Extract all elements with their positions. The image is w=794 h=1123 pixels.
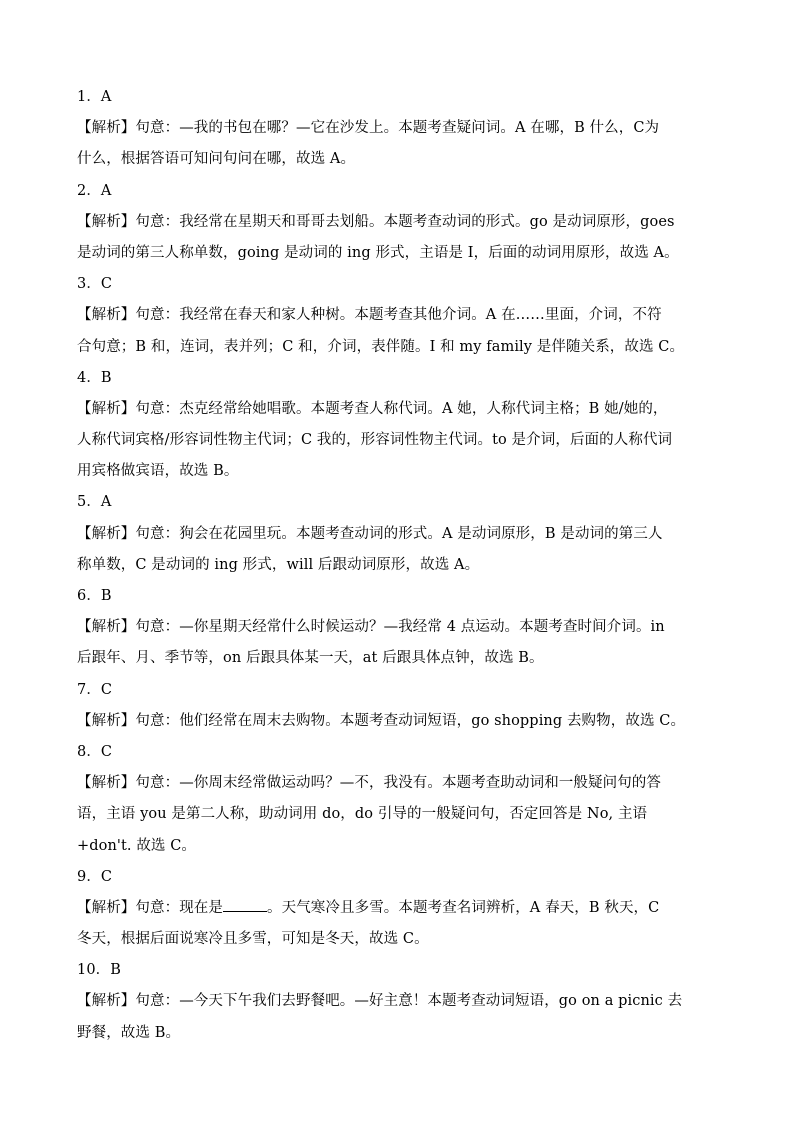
- explanation-line: 【解析】句意：我经常在星期天和哥哥去划船。本题考查动词的形式。go 是动词原形，goes: [77, 213, 675, 230]
- answer-item-4: [77, 363, 721, 488]
- answer-key: [77, 82, 721, 1049]
- explanation-line: 什么，根据答语可知问句问在哪，故选 A。: [77, 151, 356, 168]
- explanation-text: 【解析】句意：现在是: [77, 899, 223, 916]
- answer-item-6: [77, 581, 721, 675]
- answer-number: 10．B: [77, 962, 122, 979]
- explanation-line: 合句意；B 和，连词，表并列；C 和，介词，表伴随。I 和 my family 是伴随关系，故选 C。: [77, 338, 685, 355]
- explanation-line: 【解析】句意：—你星期天经常什么时候运动？—我经常 4 点运动。本题考查时间介词。in: [77, 619, 665, 636]
- fill-in-blank: [223, 897, 267, 912]
- answer-number: 2．A: [77, 182, 112, 199]
- explanation-line: 【解析】句意：杰克经常给她唱歌。本题考查人称代词。A 她，人称代词主格；B 她/她的，: [77, 400, 668, 417]
- answer-number: 4．B: [77, 369, 112, 386]
- explanation-line: 用宾格做宾语，故选 B。: [77, 463, 239, 480]
- answer-item-2: [77, 176, 721, 270]
- answer-number: 6．B: [77, 588, 112, 604]
- explanation-line: 冬天，根据后面说寒冷且多雪，可知是冬天，故选 C。: [77, 931, 429, 948]
- explanation-line: 【解析】句意：—今天下午我们去野餐吧。—好主意！本题考查动词短语，go on a picnic 去: [77, 993, 683, 1010]
- explanation-line: 【解析】句意：我经常在春天和家人种树。本题考查其他介词。A 在……里面，介词，不符: [77, 307, 662, 324]
- answer-item-5: [77, 487, 721, 581]
- explanation-line: 后跟年、月、季节等，on 后跟具体某一天，at 后跟具体点钟，故选 B。: [77, 650, 544, 667]
- explanation-line: 【解析】句意：狗会在花园里玩。本题考查动词的形式。A 是动词原形，B 是动词的第三人: [77, 525, 663, 542]
- explanation-line: 野餐，故选 B。: [77, 1024, 181, 1041]
- answer-item-10: [77, 955, 721, 1049]
- explanation-line: [77, 893, 721, 924]
- answer-number: 7．C: [77, 681, 113, 698]
- answer-number: 1．A: [77, 89, 112, 105]
- explanation-line: 【解析】句意：他们经常在周末去购物。本题考查动词短语，go shopping 去购物，故选 C。: [77, 712, 686, 729]
- answer-number: 8．C: [77, 743, 113, 760]
- answer-number: 3．C: [77, 276, 113, 293]
- explanation-line: 称单数，C 是动词的 ing 形式，will 后跟动词原形，故选 A。: [77, 556, 480, 573]
- answer-item-1: [77, 82, 721, 176]
- explanation-line: +don't. 故选 C。: [77, 837, 197, 854]
- answer-number: 5．A: [77, 494, 112, 511]
- explanation-line: 【解析】句意：—你周末经常做运动吗？—不，我没有。本题考查助动词和一般疑问句的答: [77, 775, 661, 792]
- answer-item-7: [77, 675, 721, 737]
- explanation-text: 。天气寒冷且多雪。本题考查名词辨析，A 春天，B 秋天，C: [267, 899, 660, 916]
- explanation-line: 语，主语 you 是第二人称，助动词用 do，do 引导的一般疑问句，否定回答是 No, 主语: [77, 806, 648, 823]
- answer-number: 9．C: [77, 868, 113, 885]
- explanation-line: 是动词的第三人称单数，going 是动词的 ing 形式，主语是 I，后面的动词用原形，故选 A。: [77, 244, 679, 261]
- answer-item-3: [77, 269, 721, 363]
- answer-item-9: [77, 862, 721, 956]
- answer-item-8: [77, 737, 721, 862]
- explanation-line: 【解析】句意：—我的书包在哪？—它在沙发上。本题考查疑问词。A 在哪，B 什么，C为: [77, 120, 660, 137]
- explanation-line: 人称代词宾格/形容词性物主代词；C 我的，形容词性物主代词。to 是介词，后面的人称代词: [77, 432, 673, 449]
